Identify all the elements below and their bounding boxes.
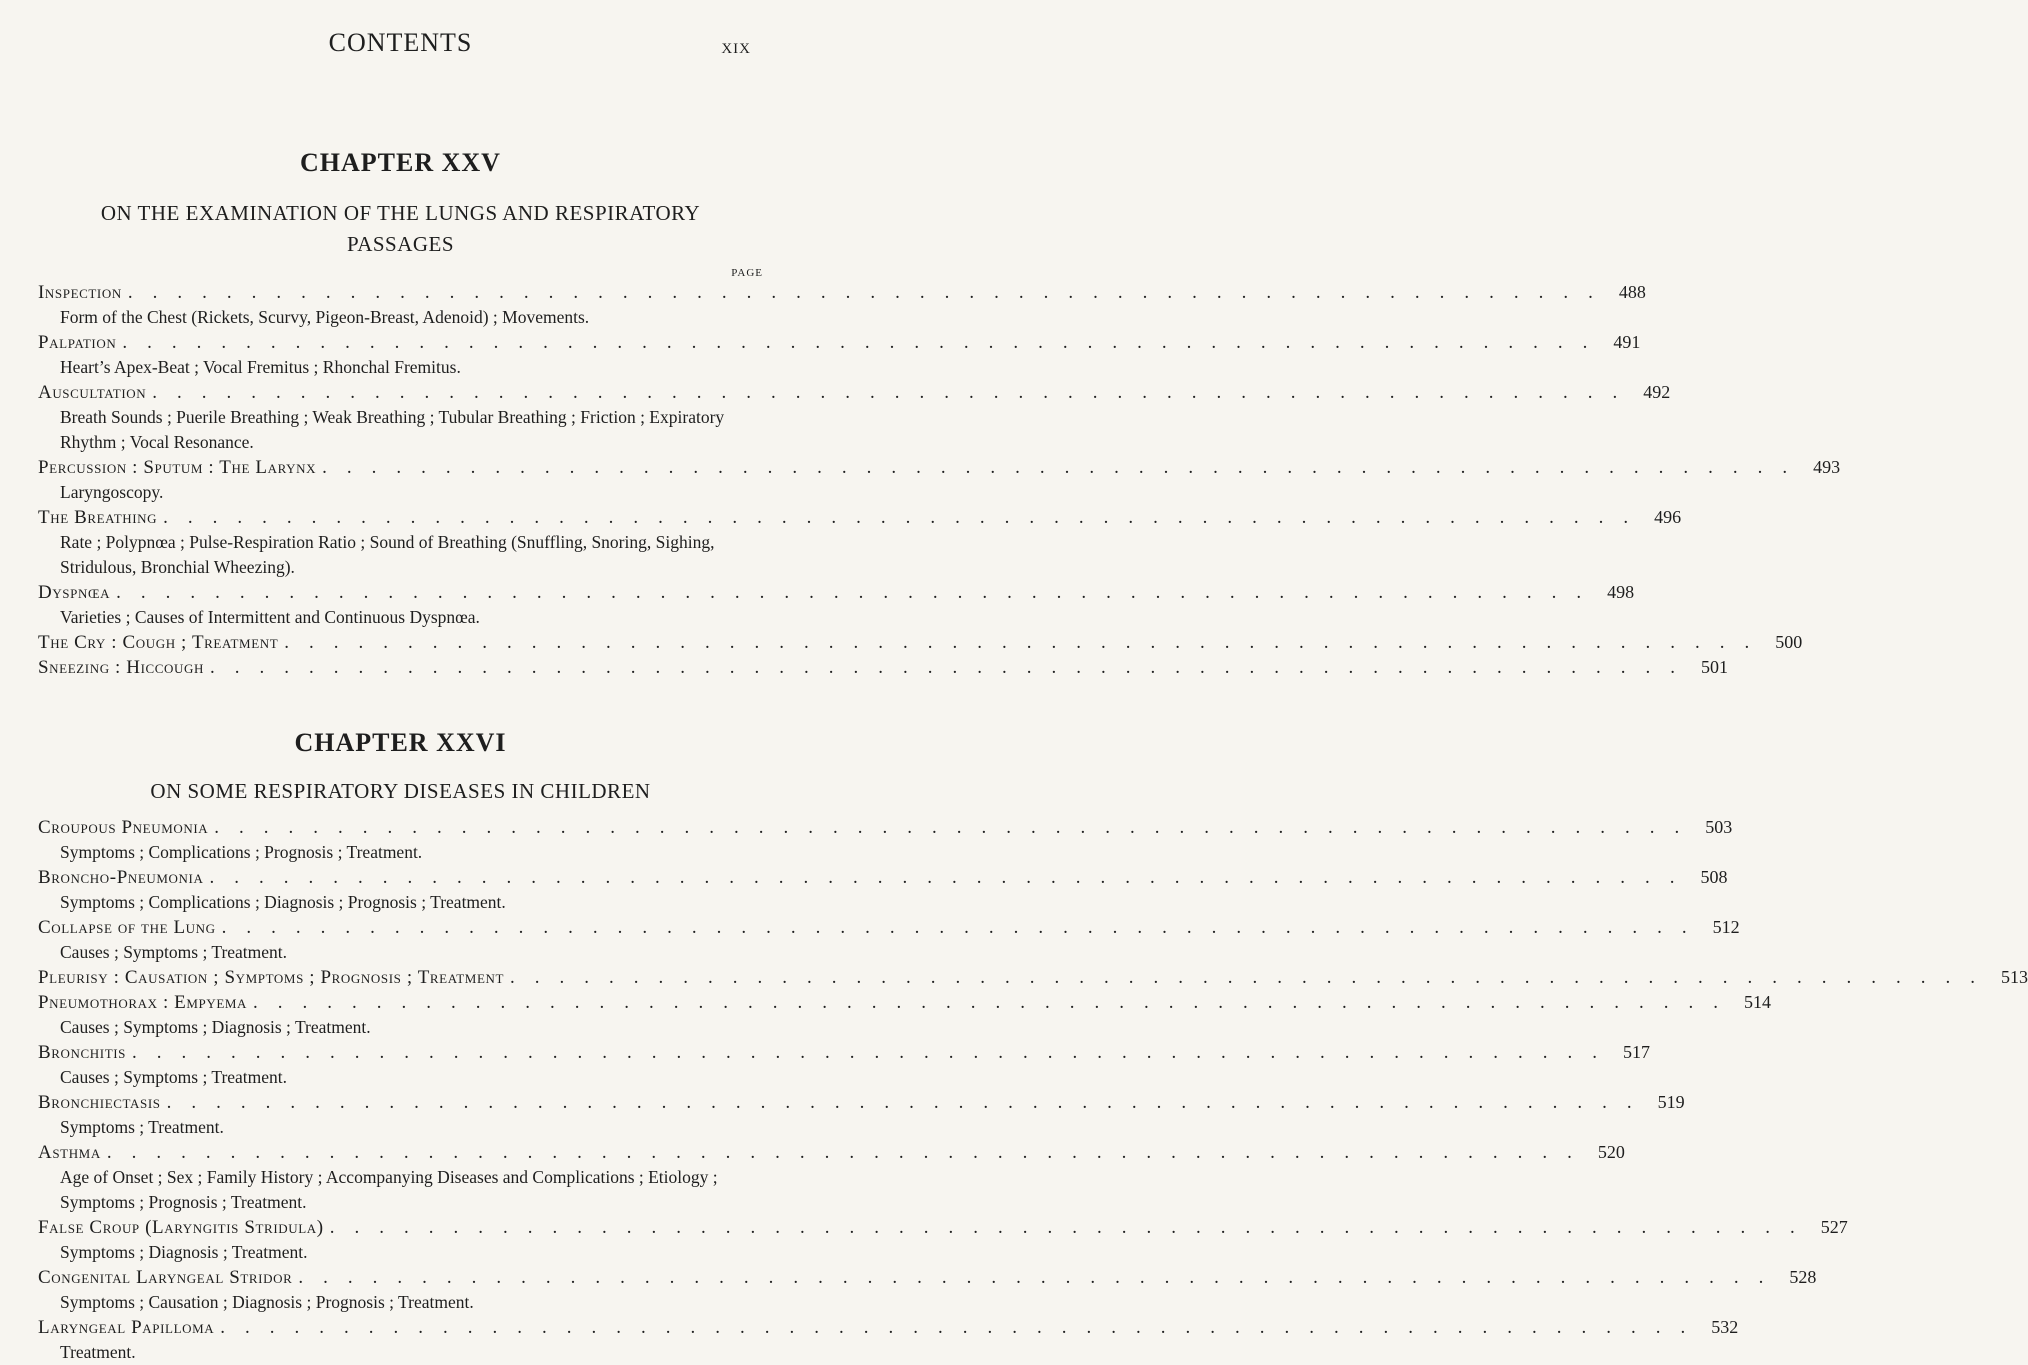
toc-entry-line [38, 1140, 1625, 1165]
toc-entry-line [38, 990, 1772, 1015]
toc-entry [38, 990, 1772, 1040]
toc-entry-page: 508 [1700, 867, 1728, 887]
toc-entry-page: 517 [1623, 1042, 1651, 1062]
page-title: CONTENTS [328, 28, 473, 57]
toc-entry [38, 380, 1671, 455]
toc-entry-description: Age of Onset ; Sex ; Family History ; Accompanying Diseases and Complications ; Etiology ; Symptoms ; Prognosis ; Treatment. [60, 1167, 718, 1212]
toc-entry [38, 865, 1728, 915]
toc-entry-title: Asthma [38, 1142, 101, 1163]
toc-entry-description: Symptoms ; Diagnosis ; Treatment. [60, 1242, 308, 1262]
toc-entry-title: Croupous Pneumonia [38, 817, 209, 838]
toc-entry-page: 501 [1701, 657, 1729, 677]
toc-entry-description: Laryngoscopy. [60, 482, 164, 502]
toc-entry-line [38, 655, 1729, 680]
toc-entry-page: 527 [1820, 1217, 1848, 1237]
toc-entry-page: 514 [1744, 992, 1772, 1012]
toc-entry-line [38, 815, 1733, 840]
running-head [0, 28, 801, 68]
chapter-subtitle: ON THE EXAMINATION OF THE LUNGS AND RESPIRATORY PASSAGES [100, 201, 701, 256]
dot-leader: ............................................................ [284, 632, 1770, 653]
dot-leader: ............................................................ [163, 507, 1649, 528]
toc-entry-page: 491 [1613, 332, 1641, 352]
dot-leader: ............................................................ [298, 1267, 1784, 1288]
toc-entry [38, 280, 1646, 330]
toc-entry-title: Inspection [38, 282, 122, 303]
toc-entry-page: 532 [1711, 1317, 1739, 1337]
toc-entry-page: 488 [1618, 282, 1646, 302]
toc-entry-title: Laryngeal Papilloma [38, 1317, 215, 1338]
toc-entry-description: Heart’s Apex-Beat ; Vocal Fremitus ; Rhonchal Fremitus. [60, 357, 461, 377]
toc-entry-page: 512 [1712, 917, 1740, 937]
toc-entry-description: Breath Sounds ; Puerile Breathing ; Weak Breathing ; Tubular Breathing ; Friction ; Expiratory Rhythm ; Vocal Resonance. [60, 407, 725, 452]
toc-entry [38, 1140, 1625, 1215]
toc-entry-line [38, 1265, 1817, 1290]
toc-entry-description: Form of the Chest (Rickets, Scurvy, Pigeon-Breast, Adenoid) ; Movements. [60, 307, 590, 327]
toc-entry-line [38, 965, 2028, 990]
toc-entry-line [38, 505, 1682, 530]
toc-entry [38, 965, 2028, 990]
toc-entry [38, 1040, 1651, 1090]
toc-entry-title: Percussion : Sputum : The Larynx [38, 457, 317, 478]
page-column-label [38, 807, 763, 815]
toc-entry-line [38, 915, 1740, 940]
toc-entry-page: 528 [1789, 1267, 1817, 1287]
toc-entry-page: 519 [1657, 1092, 1685, 1112]
page-column-label: PAGE [731, 267, 763, 279]
toc-entry-line [38, 1040, 1651, 1065]
toc-entry-line [38, 380, 1671, 405]
toc-entry-page: 520 [1597, 1142, 1625, 1162]
toc-entry-line [38, 1215, 1848, 1240]
chapter-25 [38, 148, 1841, 680]
toc-entry [38, 1315, 1739, 1365]
toc-entry-line [38, 330, 1641, 355]
dot-leader: ............................................................ [127, 282, 1613, 303]
toc-entry-title: Auscultation [38, 382, 147, 403]
dot-leader: ............................................................ [329, 1217, 1815, 1238]
toc-entry-title: Palpation [38, 332, 117, 353]
toc-entry-line [38, 280, 1646, 305]
toc-entry [38, 580, 1635, 630]
toc-entry-title: Bronchiectasis [38, 1092, 161, 1113]
chapter-26 [38, 728, 2028, 1365]
toc-entry [38, 815, 1733, 865]
toc-entry-title: False Croup (Laryngitis Stridula) [38, 1217, 324, 1238]
toc-entry-page: 500 [1775, 632, 1803, 652]
dot-leader: ............................................................ [166, 1092, 1652, 1113]
toc-entry [38, 915, 1740, 965]
toc-entry-description: Causes ; Symptoms ; Diagnosis ; Treatment. [60, 1017, 371, 1037]
dot-leader: ............................................................ [214, 817, 1700, 838]
toc-entry [38, 1215, 1848, 1265]
toc-entry-page: 493 [1813, 457, 1841, 477]
dot-leader: ............................................................ [209, 867, 1695, 888]
toc-entry-title: Pneumothorax : Empyema [38, 992, 248, 1013]
dot-leader: ............................................................ [510, 967, 1996, 988]
toc-entry-line [38, 455, 1841, 480]
toc-entry [38, 505, 1682, 580]
dot-leader: ............................................................ [122, 332, 1608, 353]
toc-entry [38, 455, 1841, 505]
dot-leader: ............................................................ [253, 992, 1739, 1013]
dot-leader: ............................................................ [132, 1042, 1618, 1063]
toc-entry-title: Pleurisy : Causation ; Symptoms ; Prognosis ; Treatment [38, 967, 505, 988]
toc-entry-description: Symptoms ; Causation ; Diagnosis ; Prognosis ; Treatment. [60, 1292, 474, 1312]
toc-entry [38, 1265, 1817, 1315]
dot-leader: ............................................................ [106, 1142, 1592, 1163]
toc-entry-line [38, 630, 1803, 655]
toc-entry-description: Symptoms ; Treatment. [60, 1117, 224, 1137]
toc-entry-page: 503 [1705, 817, 1733, 837]
toc-entry-line [38, 1090, 1685, 1115]
toc-entry-description: Causes ; Symptoms ; Treatment. [60, 1067, 288, 1087]
toc-entry-description: Symptoms ; Complications ; Prognosis ; Treatment. [60, 842, 423, 862]
dot-leader: ............................................................ [221, 917, 1707, 938]
toc-entry-description: Treatment. [60, 1342, 136, 1362]
toc-entry-description: Causes ; Symptoms ; Treatment. [60, 942, 288, 962]
dot-leader: ............................................................ [210, 657, 1696, 678]
toc-entry [38, 1090, 1685, 1140]
dot-leader: ............................................................ [220, 1317, 1706, 1338]
toc-entry-line [38, 580, 1635, 605]
dot-leader: ............................................................ [152, 382, 1638, 403]
toc-entry [38, 630, 1803, 655]
toc-entry-title: Congenital Laryngeal Stridor [38, 1267, 293, 1288]
toc-entry-description: Symptoms ; Complications ; Diagnosis ; Prognosis ; Treatment. [60, 892, 506, 912]
toc-entry-line [38, 865, 1728, 890]
dot-leader: ............................................................ [116, 582, 1602, 603]
chapter-subtitle: ON SOME RESPIRATORY DISEASES IN CHILDREN [150, 779, 651, 803]
toc-entry-title: Sneezing : Hiccough [38, 657, 205, 678]
chapter-heading: CHAPTER XXVI [294, 728, 507, 757]
toc-entry-title: Collapse of the Lung [38, 917, 216, 938]
toc-entry-description: Rate ; Polypnœa ; Pulse-Respiration Ratio ; Sound of Breathing (Snuffling, Snoring, Sighing, Stridulous, Bronchial Wheezing). [60, 532, 715, 577]
toc-entry-title: The Breathing [38, 507, 158, 528]
toc-entry-description: Varieties ; Causes of Intermittent and Continuous Dyspnœa. [60, 607, 480, 627]
dot-leader: ............................................................ [322, 457, 1808, 478]
toc-entries [38, 815, 2028, 1365]
toc-entry-title: Bronchitis [38, 1042, 127, 1063]
toc-entries [38, 280, 1841, 680]
toc-entry [38, 655, 1729, 680]
toc-entry-page: 498 [1607, 582, 1635, 602]
toc-entry-page: 496 [1654, 507, 1682, 527]
toc-entry-title: The Cry : Cough ; Treatment [38, 632, 279, 653]
page-number: xix [721, 34, 751, 58]
toc-entry-title: Broncho-Pneumonia [38, 867, 204, 888]
toc-entry [38, 330, 1641, 380]
chapter-heading: CHAPTER XXV [300, 148, 501, 177]
toc-entry-line [38, 1315, 1739, 1340]
toc-entry-page: 492 [1643, 382, 1671, 402]
toc-entry-title: Dyspnœa [38, 582, 111, 603]
toc-entry-page: 513 [2001, 967, 2028, 987]
